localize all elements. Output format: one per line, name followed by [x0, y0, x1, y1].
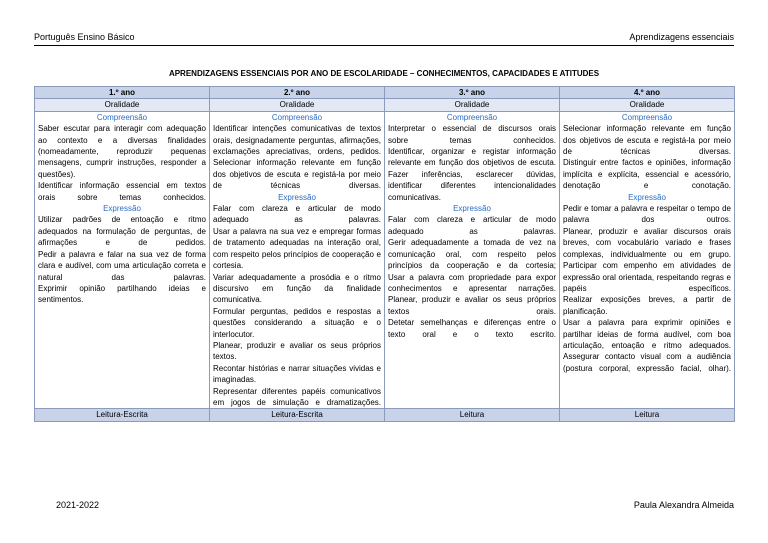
domain-bottom-1: Leitura-Escrita [35, 409, 210, 421]
section-heading-expresso: Expressão [628, 192, 666, 202]
learning-item: Identificar, organizar e registar informação relevante em função dos objetivos de escuta. [388, 147, 556, 168]
learning-item: Distinguir entre factos e opiniões, informação implícita e explícita, essencial e acessório, denotação e conotação. [563, 158, 731, 191]
domain-oralidade-3: Oralidade [385, 99, 560, 111]
learning-item: Variar adequadamente a prosódia e o ritmo discursivo em função da finalidade comunicativa. [213, 272, 381, 305]
year-header-4: 4.º ano [560, 87, 735, 99]
learning-item: Identificar informação essencial em textos orais sobre temas conhecidos. [38, 181, 206, 202]
learning-item: Pedir e tomar a palavra e respeitar o tempo de palavra dos outros. [563, 204, 731, 225]
learning-item: Planear, produzir e avaliar os seus próprios textos orais. [388, 295, 556, 316]
domain-oralidade-1: Oralidade [35, 99, 210, 111]
learning-item: Interpretar o essencial de discursos orais sobre temas conhecidos. [388, 124, 556, 145]
year-header-1: 1.º ano [35, 87, 210, 99]
domain-oralidade-2: Oralidade [210, 99, 385, 111]
document-title: APRENDIZAGENS ESSENCIAIS POR ANO DE ESCOLARIDADE – CONHECIMENTOS, CAPACIDADES E ATITUDES [168, 69, 600, 78]
learning-item: Planear, produzir e avaliar os seus próprios textos. [213, 340, 381, 362]
section-heading-expresso: Expressão [103, 204, 141, 214]
content-cell-year-4 [560, 111, 735, 409]
learning-item: Fazer inferências, esclarecer dúvidas, identificar diferentes intencionalidades comunicativas. [388, 169, 556, 202]
content-cell-year-2 [210, 111, 385, 409]
content-cell-year-3 [385, 111, 560, 409]
year-header-2: 2.º ano [210, 87, 385, 99]
domain-bottom-2: Leitura-Escrita [210, 409, 385, 421]
learning-item: Assegurar contacto visual com a audiência (postura corporal, expressão facial, olhar). [563, 352, 731, 373]
footer-author: Paula Alexandra Almeida [633, 500, 734, 510]
year-header-3: 3.º ano [385, 87, 560, 99]
section-heading-expresso: Expressão [453, 204, 491, 214]
learning-item: Usar a palavra para exprimir opiniões e partilhar ideias de forma audível, com boa articulação, entoação e ritmo adequados. [563, 318, 731, 350]
learning-item: Identificar intenções comunicativas de textos orais, designadamente perguntas, afirmações, exclamações apreciativas, ordens, pedidos. [213, 124, 381, 157]
learning-item: Falar com clareza e articular de modo adequado as palavras. [388, 215, 556, 236]
header-left: Português Ensino Básico [34, 32, 135, 42]
learning-item: Selecionar informação relevante em função dos objetivos de escuta e registá-la por meio de técnicas diversas. [563, 124, 731, 157]
header-divider [34, 45, 734, 46]
learning-item: Participar com empenho em atividades de expressão oral orientada, respeitando regras e papéis específicos. [563, 261, 731, 293]
learning-item: Recontar histórias e narrar situações vividas e imaginadas. [213, 363, 381, 385]
domain-bottom-4: Leitura [560, 409, 735, 421]
learning-item: Usar a palavra na sua vez e empregar formas de tratamento adequadas na interação oral, com respeito pelos princípios de cooperação e cortesia. [213, 226, 381, 271]
learning-item: Saber escutar para interagir com adequação ao contexto e a diversas finalidades (nomeadamente, reproduzir pequenas mensagens, cumprir instruções, responder a questões). [38, 124, 206, 179]
section-heading-compreenso: Compreensão [96, 112, 148, 122]
learning-item: Falar com clareza e articular de modo adequado as palavras. [213, 204, 381, 225]
learning-item: Utilizar padrões de entoação e ritmo adequados na formulação de perguntas, de afirmações e de pedidos. [38, 215, 206, 248]
content-row [35, 111, 735, 409]
footer-school-year: 2021-2022 [56, 500, 100, 510]
domain-row-bottom [35, 409, 735, 421]
learning-item: Realizar exposições breves, a partir de planificação. [563, 295, 731, 316]
domain-bottom-3: Leitura [385, 409, 560, 421]
learning-item: Planear, produzir e avaliar discursos orais breves, com vocabulário variado e frases complexas, individualmente ou em grupo. [563, 226, 731, 259]
section-heading-expresso: Expressão [278, 192, 316, 202]
learning-item: Gerir adequadamente a tomada de vez na comunicação oral, com respeito pelos princípios da cooperação e da cortesia; [388, 238, 556, 271]
learning-item: Detetar semelhanças e diferenças entre o texto oral e o texto escrito. [388, 318, 556, 339]
section-heading-compreenso: Compreensão [271, 112, 323, 122]
domain-row-top [35, 99, 735, 111]
years-row [35, 87, 735, 99]
learning-item: Exprimir opinião partilhando ideias e sentimentos. [38, 283, 206, 305]
header-right: Aprendizagens essenciais [629, 32, 734, 42]
learning-item: Pedir a palavra e falar na sua vez de forma clara e audível, com uma articulação correta e natural das palavras. [38, 249, 206, 282]
learning-item: Formular perguntas, pedidos e respostas a questões considerando a situação e o interlocutor. [213, 306, 381, 339]
learning-item: Selecionar informação relevante em função dos objetivos de escuta e registá-la por meio de técnicas diversas. [213, 158, 381, 191]
section-heading-compreenso: Compreensão [621, 112, 673, 122]
curriculum-table [34, 86, 735, 422]
learning-item: Usar a palavra com propriedade para expor conhecimentos e apresentar narrações. [388, 272, 556, 293]
section-heading-compreenso: Compreensão [446, 112, 498, 122]
learning-item: Representar diferentes papéis comunicativos em jogos de simulação e dramatizações. [213, 386, 381, 407]
content-cell-year-1 [35, 111, 210, 409]
domain-oralidade-4: Oralidade [560, 99, 735, 111]
